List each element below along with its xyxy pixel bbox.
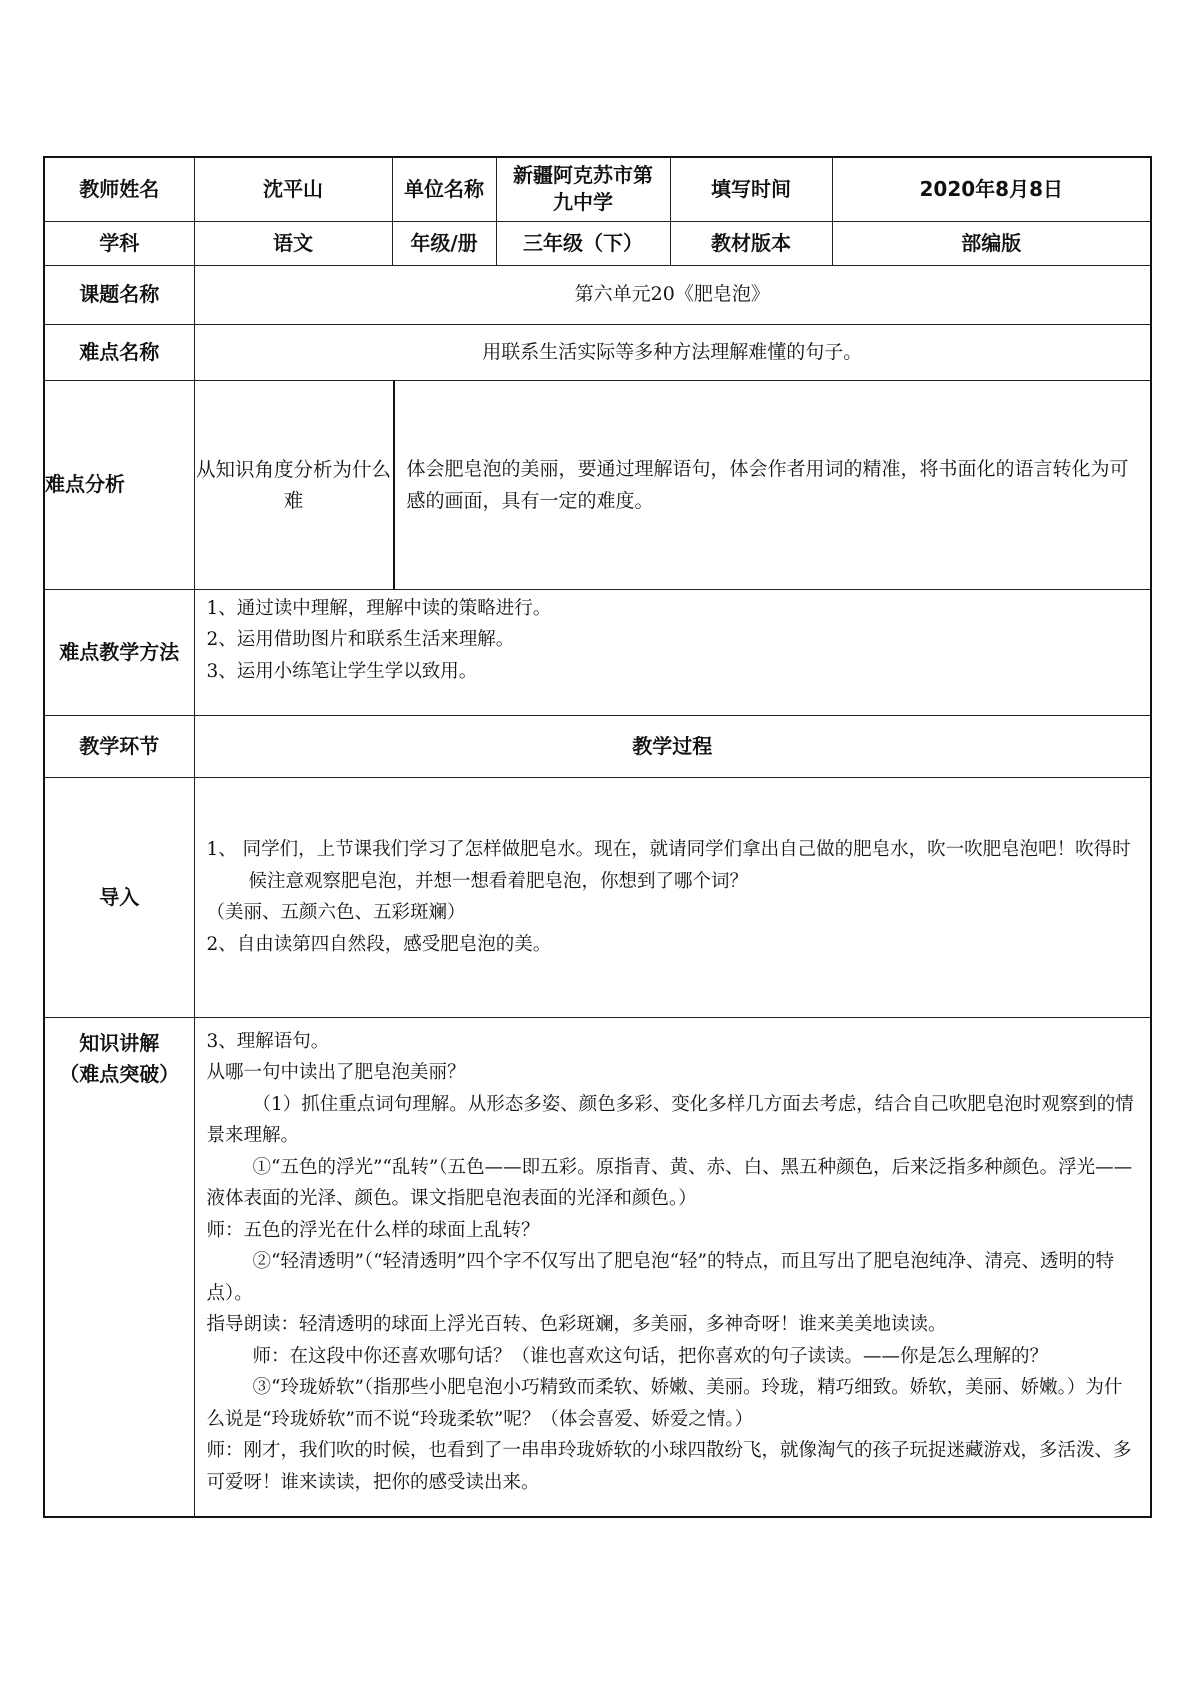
process-title: 教学过程 [194, 715, 1151, 777]
analysis-sub-label: 从知识角度分析为什么难 [195, 381, 395, 589]
methods-label: 难点教学方法 [44, 589, 194, 715]
difficulty-label: 难点名称 [44, 324, 194, 380]
difficulty-value: 用联系生活实际等多种方法理解难懂的句子。 [194, 324, 1151, 380]
intro-row [44, 777, 1151, 1017]
header-row-2 [44, 221, 1151, 265]
knowledge-content [194, 1017, 1151, 1517]
edition-label: 教材版本 [670, 221, 832, 265]
methods-list [194, 589, 1151, 715]
analysis-row [44, 380, 1151, 589]
grade-label: 年级/册 [392, 221, 496, 265]
analysis-text: 体会肥皂泡的美丽，要通过理解语句，体会作者用词的精准，将书面化的语言转化为可感的画面，具有一定的难度。 [406, 457, 1129, 512]
intro-line: （美丽、五颜六色、五彩斑斓） [206, 902, 466, 923]
grade-value: 三年级（下） [496, 221, 670, 265]
intro-label: 导入 [44, 777, 194, 1017]
analysis-cell [194, 380, 1151, 589]
knowledge-paragraph: （1）抓住重点词句理解。从形态多姿、颜色多彩、变化多样几方面去考虑，结合自己吹肥皂泡时观察到的情景来理解。 [206, 1093, 1134, 1146]
knowledge-paragraph: 师：在这段中你还喜欢哪句话？（谁也喜欢这句话，把你喜欢的句子读读。——你是怎么理解的？ [252, 1345, 1049, 1367]
knowledge-label-line2: （难点突破） [59, 1061, 180, 1086]
topic-label: 课题名称 [44, 265, 194, 324]
knowledge-paragraph: ②“轻清透明”（“轻清透明”四个字不仅写出了肥皂泡“轻”的特点，而且写出了肥皂泡纯净、清亮、透明的特点）。 [206, 1251, 1115, 1304]
topic-value: 第六单元20《肥皂泡》 [194, 265, 1151, 324]
methods-item: 3、运用小练笔让学生学以致用。 [206, 660, 478, 682]
subject-label: 学科 [44, 221, 194, 265]
knowledge-paragraph: ①“五色的浮光”“乱转”（五色——即五彩。原指青、黄、赤、白、黑五种颜色，后来泛指多种颜色。浮光——液体表面的光泽、颜色。课文指肥皂泡表面的光泽和颜色。） [206, 1156, 1133, 1209]
knowledge-paragraph: 3、理解语句。 [206, 1030, 330, 1052]
process-header-row [44, 715, 1151, 777]
header-row-1 [44, 157, 1151, 221]
intro-content [194, 777, 1151, 1017]
knowledge-label-line1: 知识讲解 [79, 1030, 160, 1055]
teacher-label: 教师姓名 [44, 157, 194, 221]
knowledge-paragraph: 师：五色的浮光在什么样的球面上乱转？ [206, 1219, 540, 1241]
date-value: 2020年8月8日 [832, 157, 1151, 221]
knowledge-paragraph: 指导朗读：轻清透明的球面上浮光百转、色彩斑斓，多美丽，多神奇呀！谁来美美地读读。 [206, 1314, 947, 1335]
methods-row [44, 589, 1151, 715]
intro-line: 1、 同学们，上节课我们学习了怎样做肥皂水。现在，就请同学们拿出自己做的肥皂水，吹一吹肥皂泡吧！吹得时候注意观察肥皂泡，并想一想看着肥皂泡，你想到了哪个词？ [206, 839, 1131, 892]
topic-row [44, 265, 1151, 324]
analysis-label: 难点分析 [44, 380, 194, 589]
knowledge-row [44, 1017, 1151, 1517]
subject-value: 语文 [194, 221, 392, 265]
methods-item: 2、运用借助图片和联系生活来理解。 [206, 629, 515, 650]
edition-value: 部编版 [832, 221, 1151, 265]
lesson-plan-table [43, 156, 1152, 1518]
knowledge-paragraph: 师：刚才，我们吹的时候，也看到了一串串玲珑娇软的小球四散纷飞，就像淘气的孩子玩捉迷藏游戏，多活泼、多可爱呀！谁来读读，把你的感受读出来。 [206, 1440, 1132, 1493]
date-label: 填写时间 [670, 157, 832, 221]
methods-item: 1、通过读中理解，理解中读的策略进行。 [206, 597, 552, 619]
intro-line: 2、自由读第四自然段，感受肥皂泡的美。 [206, 933, 552, 955]
knowledge-paragraph: 从哪一句中读出了肥皂泡美丽？ [206, 1062, 466, 1083]
process-stage-label: 教学环节 [44, 715, 194, 777]
teacher-value: 沈平山 [194, 157, 392, 221]
knowledge-label [44, 1017, 194, 1517]
knowledge-paragraph: ③“玲珑娇软”（指那些小肥皂泡小巧精致而柔软、娇嫩、美丽。玲珑，精巧细致。娇软，美丽、娇嫩。）为什么说是“玲珑娇软”而不说“玲珑柔软”呢？（体会喜爱、娇爱之情。） [206, 1377, 1123, 1430]
unit-label: 单位名称 [392, 157, 496, 221]
difficulty-row [44, 324, 1151, 380]
unit-value: 新疆阿克苏市第九中学 [496, 157, 670, 221]
